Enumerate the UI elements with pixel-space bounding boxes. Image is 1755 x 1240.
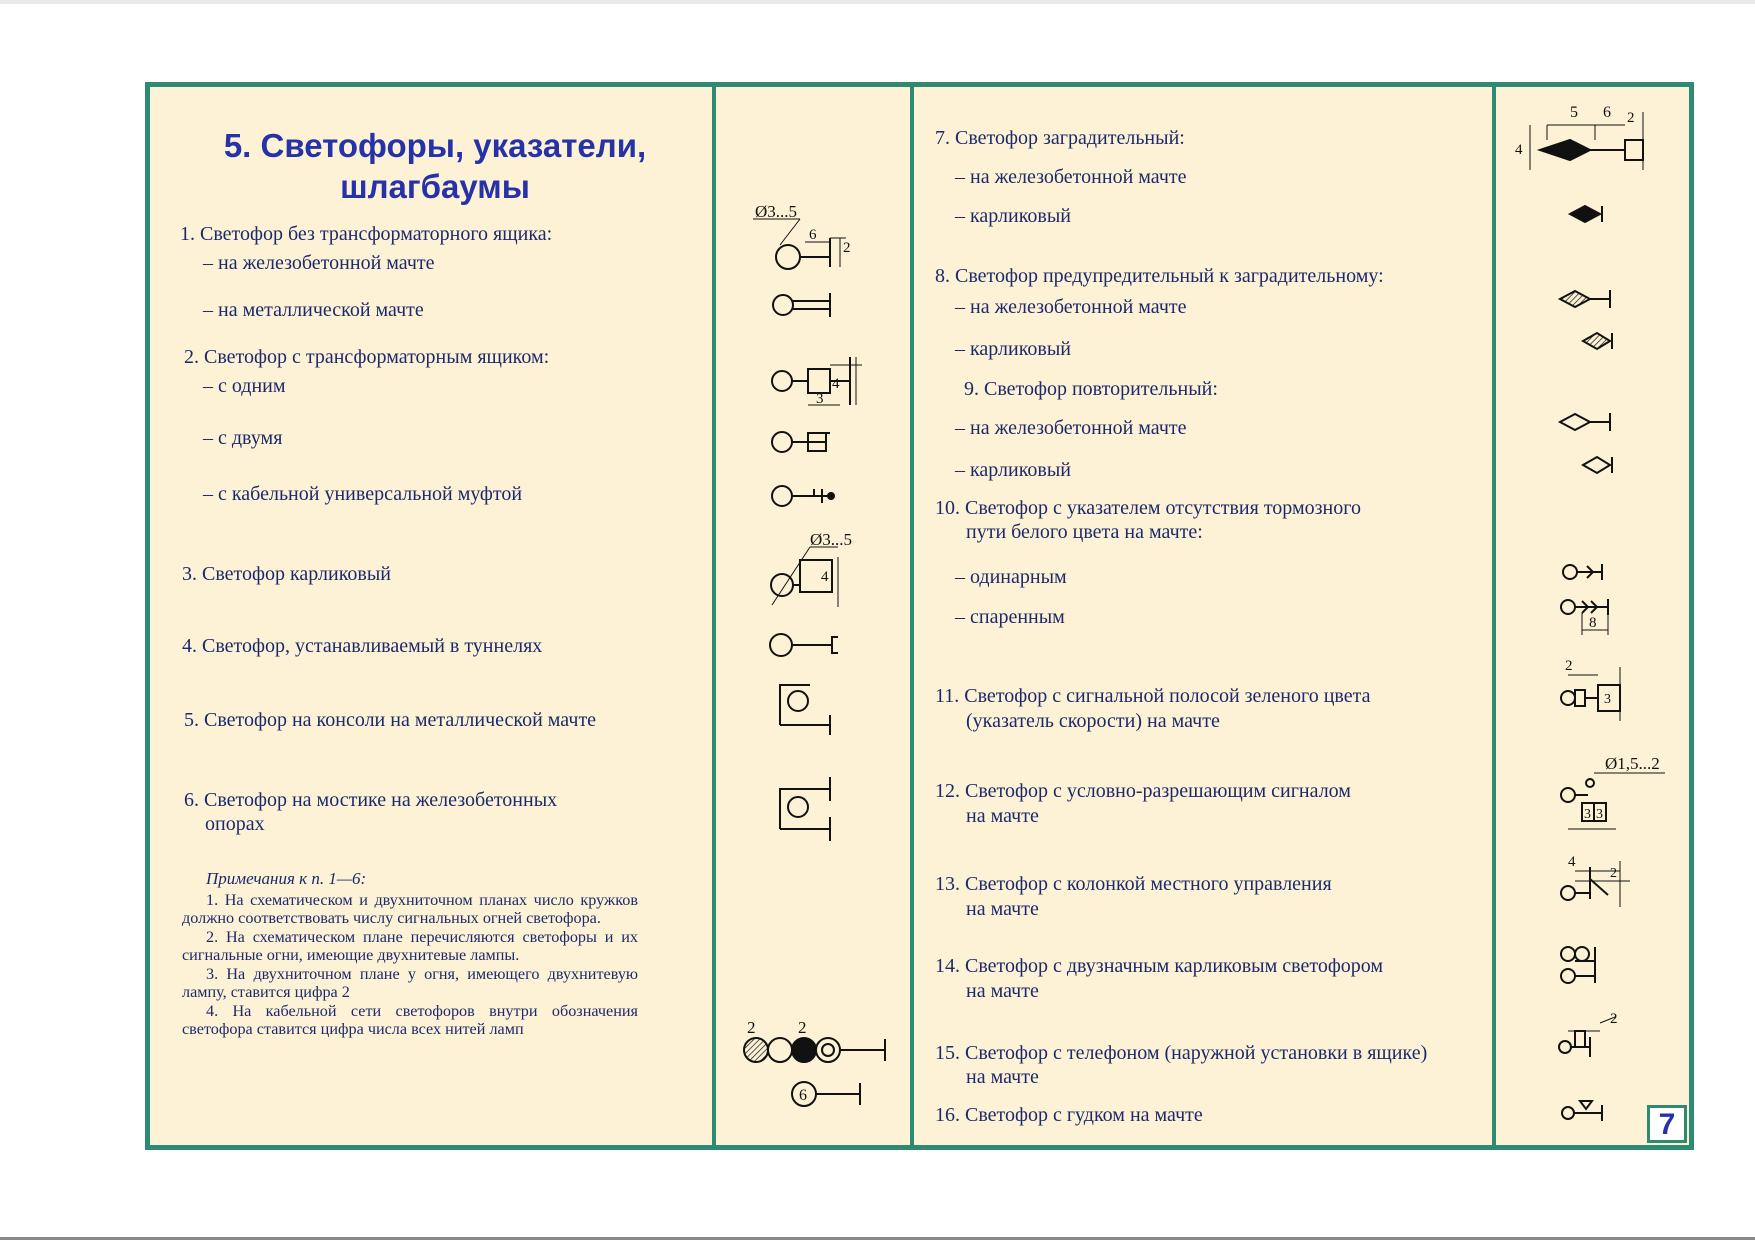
signal-symbols (150, 87, 1699, 1155)
item-6: 6. Светофор на мостике на железобетонных (184, 789, 558, 811)
dim-2-e: 2 (1610, 1011, 1618, 1027)
signal-horn-icon (1562, 1101, 1602, 1121)
dim-2-c: 2 (1565, 658, 1573, 674)
item-4: 4. Светофор, устанавливаемый в туннелях (182, 635, 543, 657)
note-3: 3. На двухниточном плане у огня, имеющего двухнитевую лампу, ставится цифра 2 (182, 964, 638, 1001)
dim-3-a: 3 (816, 391, 824, 407)
signal-tunnel-icon (770, 634, 838, 656)
signal-warning-dwarf-icon (1583, 333, 1612, 349)
item-7: 7. Светофор заградительный: (935, 127, 1185, 149)
dim-6-count: 6 (799, 1087, 807, 1104)
signal-two-transformers-icon (772, 432, 830, 452)
dim-8: 8 (1589, 615, 1597, 631)
item-13: 13. Светофор с колонкой местного управления (935, 873, 1332, 895)
dim-2-b: 2 (1627, 110, 1635, 126)
note-1: 1. На схематическом и двухниточном планах число кружков должно соответствовать числу сигнальных огней светофора. (182, 890, 638, 927)
item-2a: – с одним (203, 375, 286, 397)
signal-no-braking-single-icon (1563, 564, 1602, 580)
signal-repeater-dwarf-icon (1583, 457, 1612, 473)
signal-repeater-concrete-icon (1560, 413, 1610, 431)
item-9: 9. Светофор повторительный: (964, 378, 1218, 400)
item-11-cont: (указатель скорости) на мачте (966, 710, 1220, 732)
item-1b: – на металлической мачте (203, 299, 424, 321)
dim-diameter-2: Ø3...5 (810, 530, 853, 549)
item-9b: – карликовый (955, 459, 1071, 481)
dim-2-filament-b: 2 (798, 1018, 807, 1037)
section-title: 5. Светофоры, указатели, шлагбаумы (223, 127, 647, 205)
signal-concrete-mast-icon (753, 219, 846, 269)
item-5: 5. Светофор на консоли на металлической мачте (184, 709, 597, 731)
signal-bridge-icon (780, 777, 830, 841)
note-2: 2. На схематическом плане перечисляются светофоры и их сигнальные огни, имеющие двухнитевые лампы. (182, 927, 638, 964)
notes-heading: Примечания к п. 1—6: (206, 869, 367, 888)
dim-4-b: 4 (821, 569, 829, 585)
item-14-cont: на мачте (966, 980, 1039, 1002)
item-2b: – с двумя (203, 427, 283, 449)
dim-6-a: 6 (809, 227, 817, 243)
dim-3-c: 3 (1584, 807, 1591, 822)
item-7b: – карликовый (955, 205, 1071, 227)
item-10b: – спаренным (955, 606, 1065, 628)
signal-two-aspect-dwarf-icon (1561, 947, 1595, 983)
page-number: 7 (1647, 1105, 1687, 1143)
item-13-cont: на мачте (966, 898, 1039, 920)
signal-speed-indicator-icon (1561, 667, 1620, 721)
signal-blocking-dwarf-icon (1570, 206, 1602, 222)
top-edge-shade (0, 0, 1755, 4)
dim-3-b: 3 (1604, 692, 1611, 707)
item-15-cont: на мачте (966, 1066, 1039, 1088)
item-15: 15. Светофор с телефоном (наружной установки в ящике) (935, 1042, 1428, 1064)
dim-diameter-1: Ø3...5 (755, 202, 798, 221)
dim-4-a: 4 (832, 376, 840, 392)
item-12-cont: на мачте (966, 805, 1039, 827)
dim-4-c: 4 (1515, 142, 1523, 158)
item-16: 16. Светофор с гудком на мачте (935, 1104, 1203, 1126)
dim-5-a: 5 (1570, 104, 1578, 121)
dim-3-d: 3 (1596, 807, 1603, 822)
dim-6-b: 6 (1603, 104, 1611, 121)
poster-frame (145, 82, 1694, 1150)
item-2: 2. Светофор с трансформаторным ящиком: (184, 346, 550, 368)
dim-2-filament-a: 2 (747, 1018, 756, 1037)
item-14: 14. Светофор с двузначным карликовым светофором (935, 955, 1384, 977)
item-6-cont: опорах (205, 813, 265, 835)
signal-console-icon (780, 685, 830, 735)
dim-diameter-3: Ø1,5...2 (1605, 754, 1660, 773)
signal-warning-concrete-icon (1560, 290, 1610, 308)
item-9a: – на железобетонной мачте (955, 417, 1187, 439)
signal-conditional-permissive-icon (1561, 773, 1665, 829)
item-1: 1. Светофор без трансформаторного ящика: (180, 223, 553, 245)
item-8a: – на железобетонной мачте (955, 296, 1187, 318)
dim-2-d: 2 (1610, 866, 1617, 881)
note-4: 4. На кабельной сети светофоров внутри обозначения светофора ставится цифра числа всех нитей ламп (182, 1001, 638, 1038)
item-8b: – карликовый (955, 338, 1071, 360)
item-1a: – на железобетонной мачте (203, 252, 435, 274)
item-3: 3. Светофор карликовый (182, 563, 391, 585)
signal-telephone-icon (1559, 1017, 1615, 1057)
dim-2-a: 2 (843, 240, 851, 256)
item-10: 10. Светофор с указателем отсутствия тормозного (935, 497, 1361, 519)
item-11: 11. Светофор с сигнальной полосой зеленого цвета (935, 685, 1371, 707)
item-8: 8. Светофор предупредительный к заградительному: (935, 265, 1384, 287)
signal-two-filament-icon (744, 1038, 885, 1062)
item-10-cont: пути белого цвета на мачте: (966, 521, 1203, 543)
signal-no-braking-pair-icon (1561, 599, 1608, 635)
item-12: 12. Светофор с условно-разрешающим сигналом (935, 780, 1351, 802)
item-7a: – на железобетонной мачте (955, 166, 1187, 188)
dim-4-d: 4 (1568, 854, 1576, 870)
item-10a: – одинарным (955, 566, 1067, 588)
signal-metal-mast-icon (773, 293, 830, 317)
item-2c: – с кабельной универсальной муфтой (203, 483, 523, 505)
signal-cable-coupling-icon (772, 486, 834, 506)
